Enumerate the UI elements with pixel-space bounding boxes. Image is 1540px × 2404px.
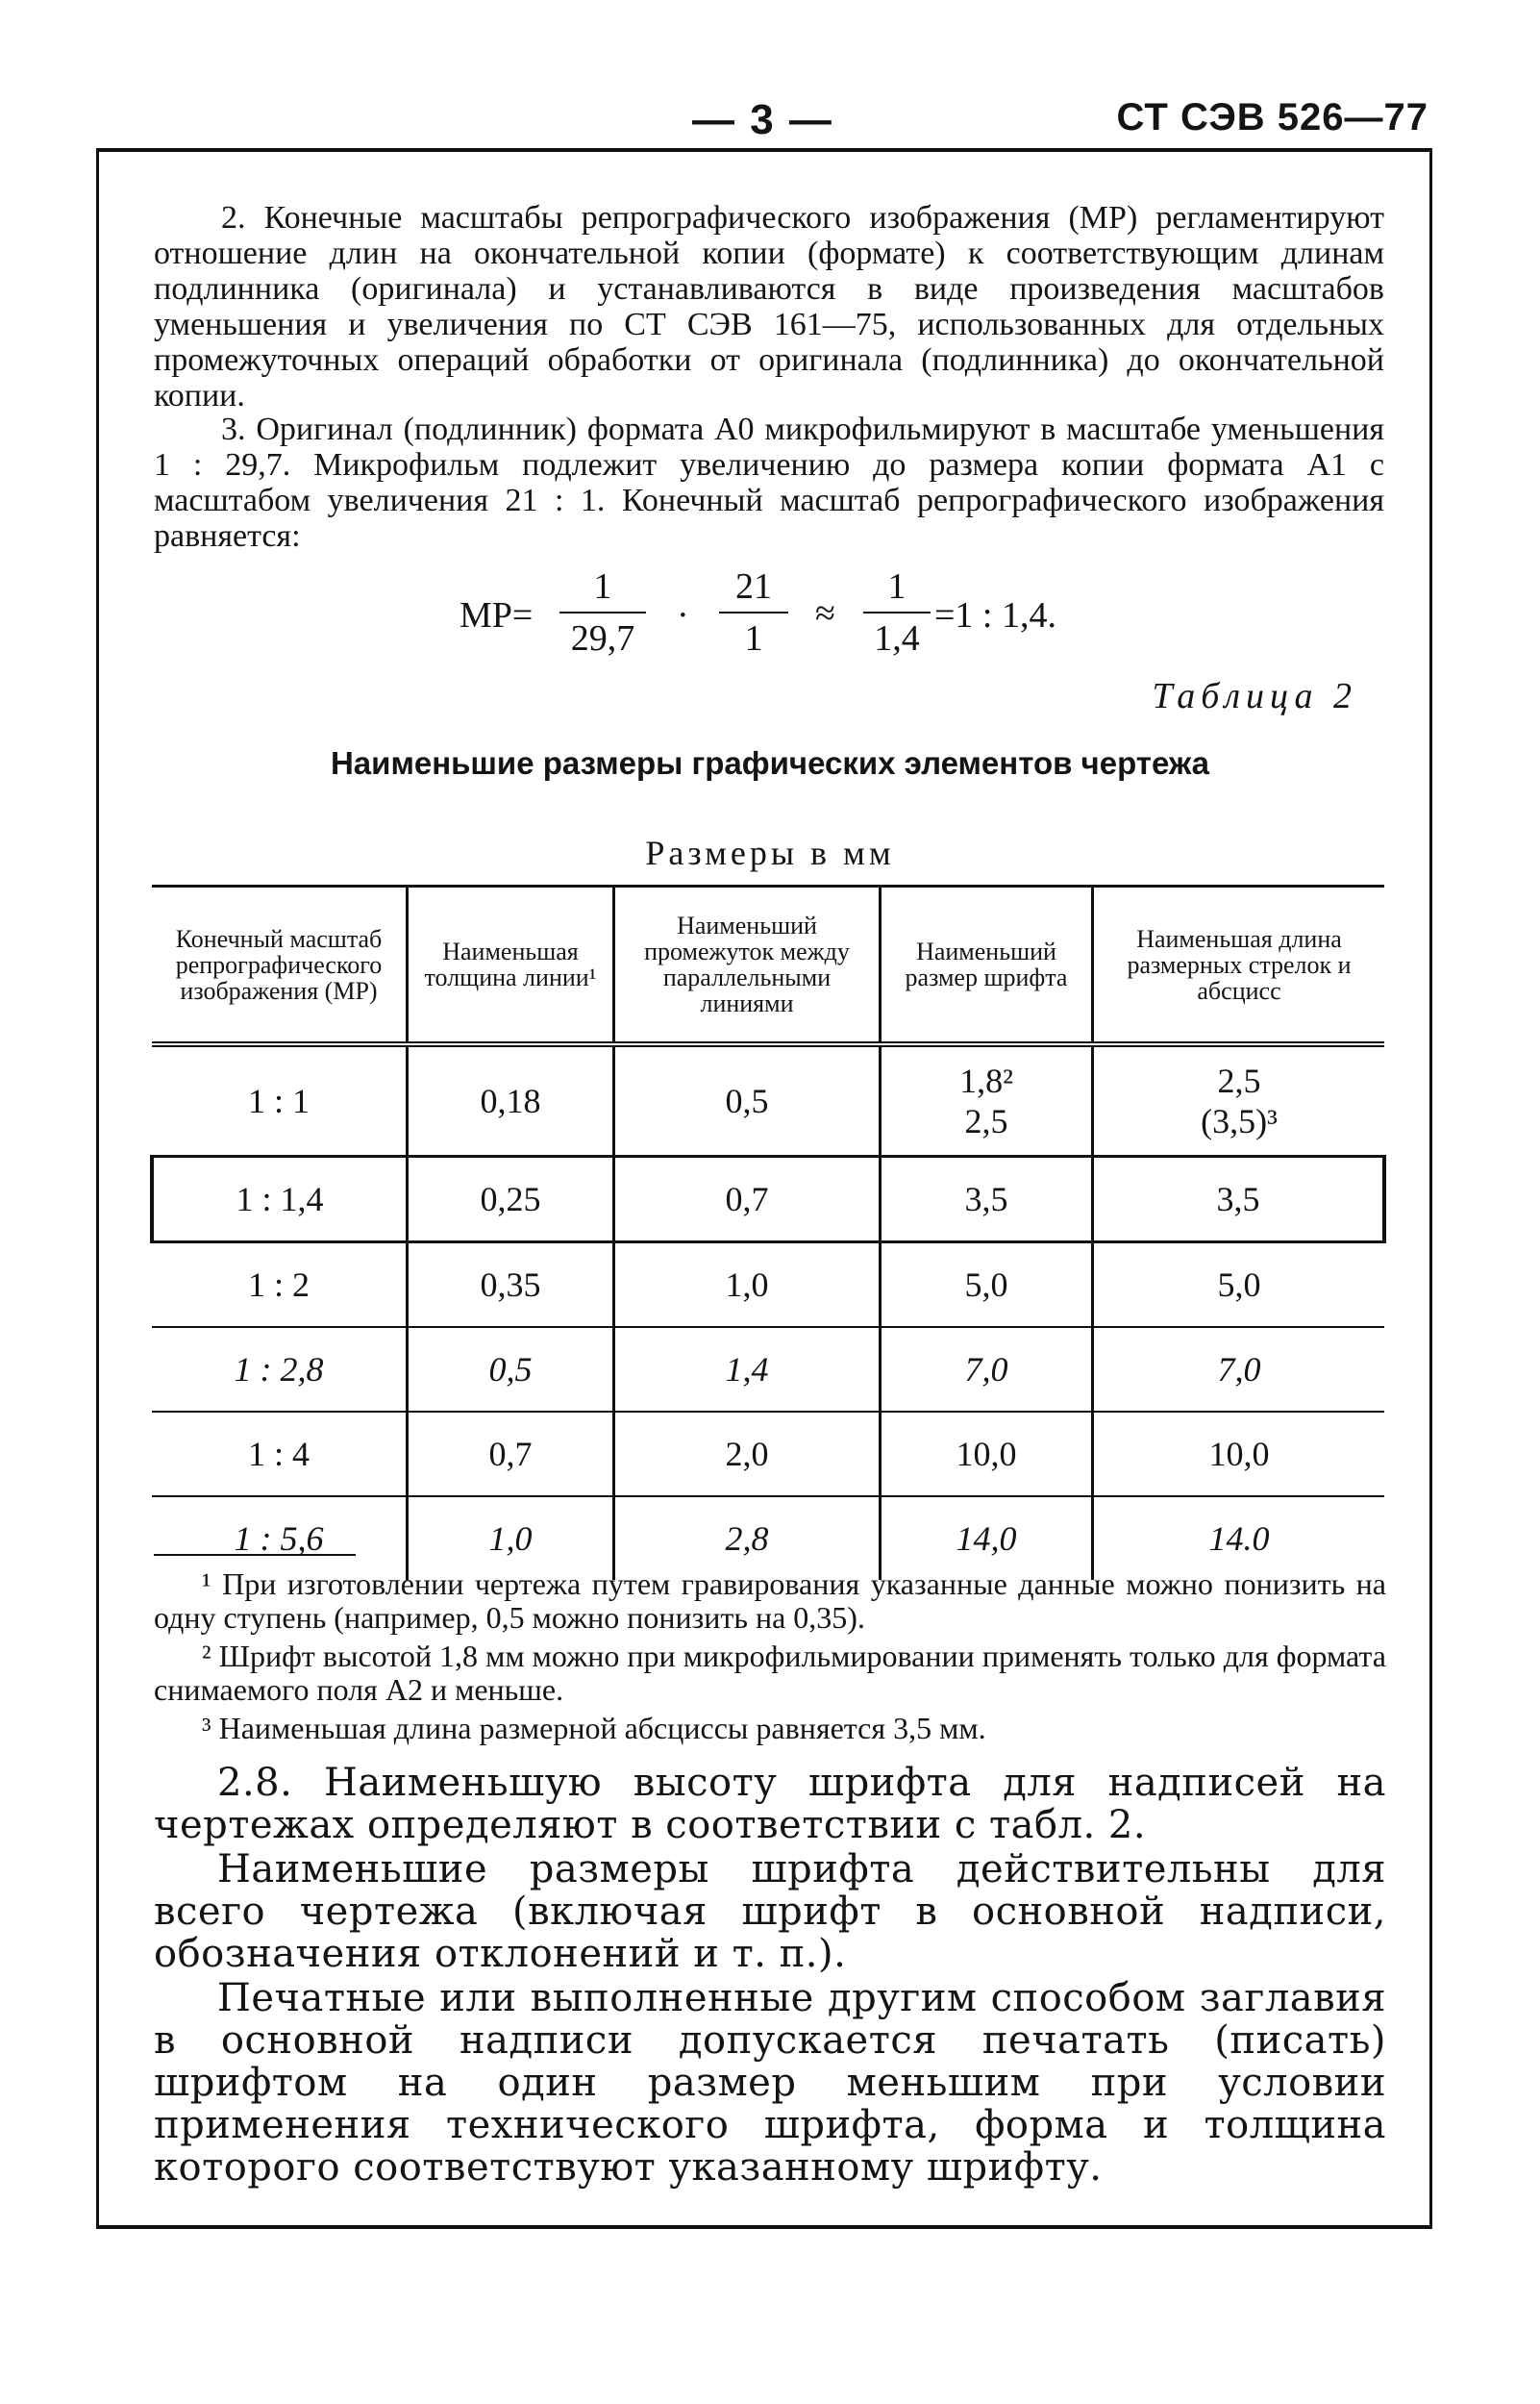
- footnote-3-text: ³ Наименьшая длина размерной абсциссы равняется 3,5 мм.: [202, 1711, 986, 1745]
- dimensions-table: [150, 885, 1386, 1580]
- section-2-8: [154, 1762, 1386, 1846]
- cell-font: 10,0: [881, 1412, 1093, 1496]
- table-row-highlighted: [152, 1157, 1384, 1242]
- formula-f3-denominator: 1,4: [874, 618, 920, 659]
- frame-top-rule: [96, 148, 1432, 152]
- table-row: [152, 1327, 1384, 1412]
- formula-fraction-1: [559, 565, 646, 660]
- cell-spacing: 1,0: [614, 1242, 881, 1328]
- cell-spacing: 2,0: [614, 1412, 881, 1496]
- formula-lhs: МР=: [460, 595, 534, 636]
- frame-bottom-rule: [96, 2225, 1432, 2229]
- section-2-8-para-2: [154, 1848, 1386, 1975]
- footnote-3: [154, 1712, 1386, 1745]
- section-2-8-para-2-text: Наименьшие размеры шрифта действительны для всего чертежа (включая шрифт в основной надписи, обозначения отклонений и т. п.).: [154, 1847, 1386, 1976]
- formula-f1-numerator: 1: [593, 566, 612, 607]
- paragraph-3-text: 3. Оригинал (подлинник) формата А0 микрофильмируют в масштабе уменьшения 1 : 29,7. Микрофильм подлежит увеличению до размера копии формата А1 с масштабом увеличения 21 : 1. Конечный масштаб репрографического изображения равняется:: [154, 412, 1384, 554]
- paragraph-2: [154, 200, 1384, 413]
- footnote-2-text: ² Шрифт высотой 1,8 мм можно при микрофильмировании применять только для формата снимаемого поля А2 и меньше.: [154, 1639, 1386, 1707]
- footnote-separator: [154, 1554, 356, 1556]
- cell-arrow: 5,0: [1093, 1242, 1385, 1328]
- frame-right-rule: [1429, 148, 1432, 2225]
- cell-scale: 1 : 1,4: [152, 1157, 408, 1242]
- cell-spacing: 1,4: [614, 1327, 881, 1412]
- cell-font-line-1: 1,8²: [959, 1062, 1013, 1100]
- header-font-size: Наименьший размер шрифта: [881, 887, 1093, 1045]
- cell-scale: 1 : 5,6: [234, 1519, 324, 1558]
- table-units: Размеры в мм: [645, 834, 895, 872]
- scale-formula: [460, 565, 1229, 662]
- cell-thickness: 0,5: [408, 1327, 614, 1412]
- frame-left-rule: [96, 148, 99, 2225]
- footnote-1-text: ¹ При изготовлении чертежа путем гравирования указанные данные можно понизить на одну ступень (например, 0,5 можно понизить на 0,35).: [154, 1566, 1386, 1635]
- header-arrow-length: Наименьшая длина размерных стрелок и абсцисс: [1093, 887, 1385, 1045]
- table-title: Наименьшие размеры графических элементов чертежа: [330, 745, 1210, 781]
- cell-arrow: [1093, 1044, 1385, 1157]
- cell-scale: 1 : 2,8: [152, 1327, 408, 1412]
- formula-fraction-3: [863, 565, 931, 660]
- formula-f2-numerator: 21: [735, 566, 772, 607]
- cell-thickness: 0,35: [408, 1242, 614, 1328]
- footnote-2: [154, 1640, 1386, 1707]
- cell-font: [881, 1044, 1093, 1157]
- cell-font: 5,0: [881, 1242, 1093, 1328]
- cell-thickness: 0,7: [408, 1412, 614, 1496]
- cell-thickness: 1,0: [408, 1496, 614, 1580]
- footnote-1: [154, 1567, 1386, 1635]
- cell-thickness: 0,18: [408, 1044, 614, 1157]
- cell-arrow: 10,0: [1093, 1412, 1385, 1496]
- cell-spacing: 0,7: [614, 1157, 881, 1242]
- formula-fraction-2: [719, 565, 788, 660]
- cell-arrow: 3,5: [1093, 1157, 1385, 1242]
- cell-font: 7,0: [881, 1327, 1093, 1412]
- section-2-8-text: 2.8. Наименьшую высоту шрифта для надписей на чертежах определяют в соответствии с табл. 2.: [154, 1761, 1386, 1847]
- cell-font: 3,5: [881, 1157, 1093, 1242]
- table-row: [152, 1044, 1384, 1157]
- cell-thickness: 0,25: [408, 1157, 614, 1242]
- section-2-8-para-3-text: Печатные или выполненные другим способом заглавия в основной надписи допускается печатать (писать) шрифтом на один размер меньшим при условии применения технического шрифта, форма и толщина которого соответствуют указанному шрифту.: [154, 1976, 1386, 2190]
- cell-spacing: 2,8: [614, 1496, 881, 1580]
- formula-result: =1 : 1,4.: [934, 595, 1056, 636]
- cell-scale: 1 : 2: [152, 1242, 408, 1328]
- cell-arrow: 14.0: [1093, 1496, 1385, 1580]
- cell-arrow: 7,0: [1093, 1327, 1385, 1412]
- header-scale: Конечный масштаб репрографического изображения (МР): [152, 887, 408, 1045]
- header-line-spacing: Наименьший промежуток между параллельными линиями: [614, 887, 881, 1045]
- paragraph-3: [154, 412, 1384, 554]
- table-row: [152, 1242, 1384, 1328]
- formula-f2-denominator: 1: [744, 618, 763, 659]
- cell-font: 14,0: [881, 1496, 1093, 1580]
- header-line-thickness: Наименьшая толщина линии¹: [408, 887, 614, 1045]
- cell-scale: 1 : 1: [152, 1044, 408, 1157]
- cell-spacing: 0,5: [614, 1044, 881, 1157]
- table-header-row: [152, 887, 1384, 1045]
- cell-arrow-line-2: (3,5)³: [1201, 1102, 1278, 1140]
- cell-arrow-line-1: 2,5: [1217, 1062, 1261, 1100]
- section-2-8-para-3: [154, 1977, 1386, 2189]
- cell-scale: 1 : 4: [152, 1412, 408, 1496]
- paragraph-2-text: 2. Конечные масштабы репрографического изображения (МР) регламентируют отношение длин на окончательной копии (формате) к соответствующим длинам подлинника (оригинала) и устанавливаются в виде произведения масштабов уменьшения и увеличения по СТ СЭВ 161—75, использованных для отдельных промежуточных операций обработки от оригинала (подлинника) до окончательной копии.: [154, 200, 1384, 413]
- table-row: [152, 1412, 1384, 1496]
- formula-f1-denominator: 29,7: [570, 618, 635, 659]
- cell-font-line-2: 2,5: [964, 1102, 1008, 1140]
- formula-f3-numerator: 1: [887, 566, 907, 607]
- standard-designation: СТ СЭВ 526—77: [1116, 96, 1428, 138]
- table-label: Таблица 2: [1152, 676, 1357, 716]
- page-number: — 3 —: [692, 96, 833, 143]
- formula-dot: ·: [677, 595, 689, 636]
- formula-approx: ≈: [815, 593, 835, 634]
